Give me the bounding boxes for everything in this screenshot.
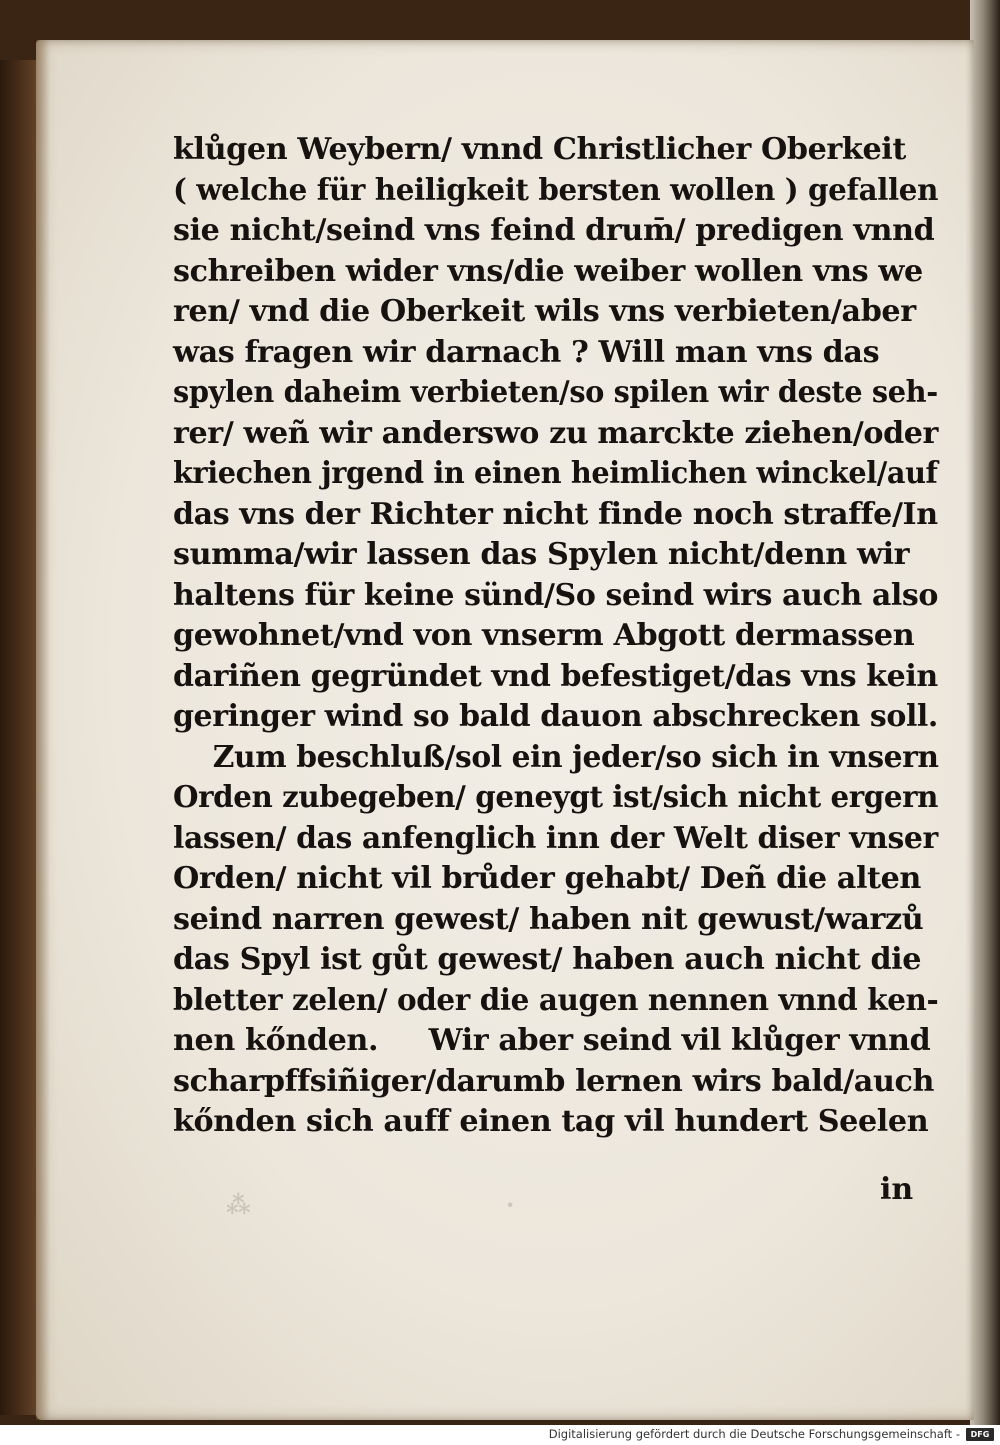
text-line: bletter zelen/ oder die augen nennen vnnd ken- xyxy=(173,982,939,1018)
text-line: scharpffsiñiger/darumb lernen wirs bald/auch xyxy=(173,1063,935,1099)
show-through-mark: ⁂ xyxy=(226,1190,251,1219)
text-line: schreiben wider vns/die weiber wollen vns we xyxy=(173,253,923,289)
text-line: nen kőnden. Wir aber seind vil klůger vnnd xyxy=(173,1023,931,1058)
text-line: was fragen wir darnach ? Will man vns das xyxy=(173,334,880,370)
page-edges xyxy=(970,0,1000,1425)
text-line: das vns der Richter nicht finde noch straffe/In xyxy=(173,496,938,532)
text-line: seind narren gewest/ haben nit gewust/warzů xyxy=(173,901,924,937)
text-line: haltens für keine sünd/So seind wirs auch also xyxy=(173,577,938,613)
text-line: Zum beschluß/sol ein jeder/so sich in vnsern xyxy=(173,739,939,775)
show-through-mark: · xyxy=(506,1190,515,1219)
text-line: summa/wir lassen das Spylen nicht/denn wir xyxy=(173,537,910,572)
text-line: das Spyl ist gůt gewest/ haben auch nicht die xyxy=(173,942,922,977)
funding-credit: Digitalisierung gefördert durch die Deutsche Forschungsgemeinschaft - xyxy=(548,1427,960,1441)
text-block xyxy=(173,130,939,1143)
catchword: in xyxy=(880,1172,914,1207)
dfg-logo: DFG xyxy=(966,1428,994,1441)
text-line: rer/ weñ wir anderswo zu marckte ziehen/oder xyxy=(173,415,939,451)
text-line: ( welche für heiligkeit bersten wollen ) gefallen xyxy=(173,172,939,208)
footer-bar xyxy=(0,1425,1000,1445)
text-line: kriechen jrgend in einen heimlichen winckel/auf xyxy=(173,456,938,491)
text-line: ren/ vnd die Oberkeit wils vns verbieten/aber xyxy=(173,294,916,329)
text-line: sie nicht/seind vns feind drum̄/ predigen vnnd xyxy=(173,213,935,248)
text-line: spylen daheim verbieten/so spilen wir deste seh- xyxy=(173,375,938,410)
text-line: gewohnet/vnd von vnserm Abgott dermassen xyxy=(173,618,915,653)
text-line: dariñen gegründet vnd befestiget/das vns kein xyxy=(173,658,938,694)
text-line: kőnden sich auff einen tag vil hundert Seelen xyxy=(173,1104,929,1139)
text-line: Orden zubegeben/ geneygt ist/sich nicht ergern xyxy=(173,780,939,815)
text-line: lassen/ das anfenglich inn der Welt diser vnser xyxy=(173,820,938,856)
text-line: klůgen Weybern/ vnnd Christlicher Oberkeit xyxy=(173,132,906,167)
text-line: geringer wind so bald dauon abschrecken soll. xyxy=(173,699,938,734)
text-line: Orden/ nicht vil brůder gehabt/ Deñ die alten xyxy=(173,861,921,896)
